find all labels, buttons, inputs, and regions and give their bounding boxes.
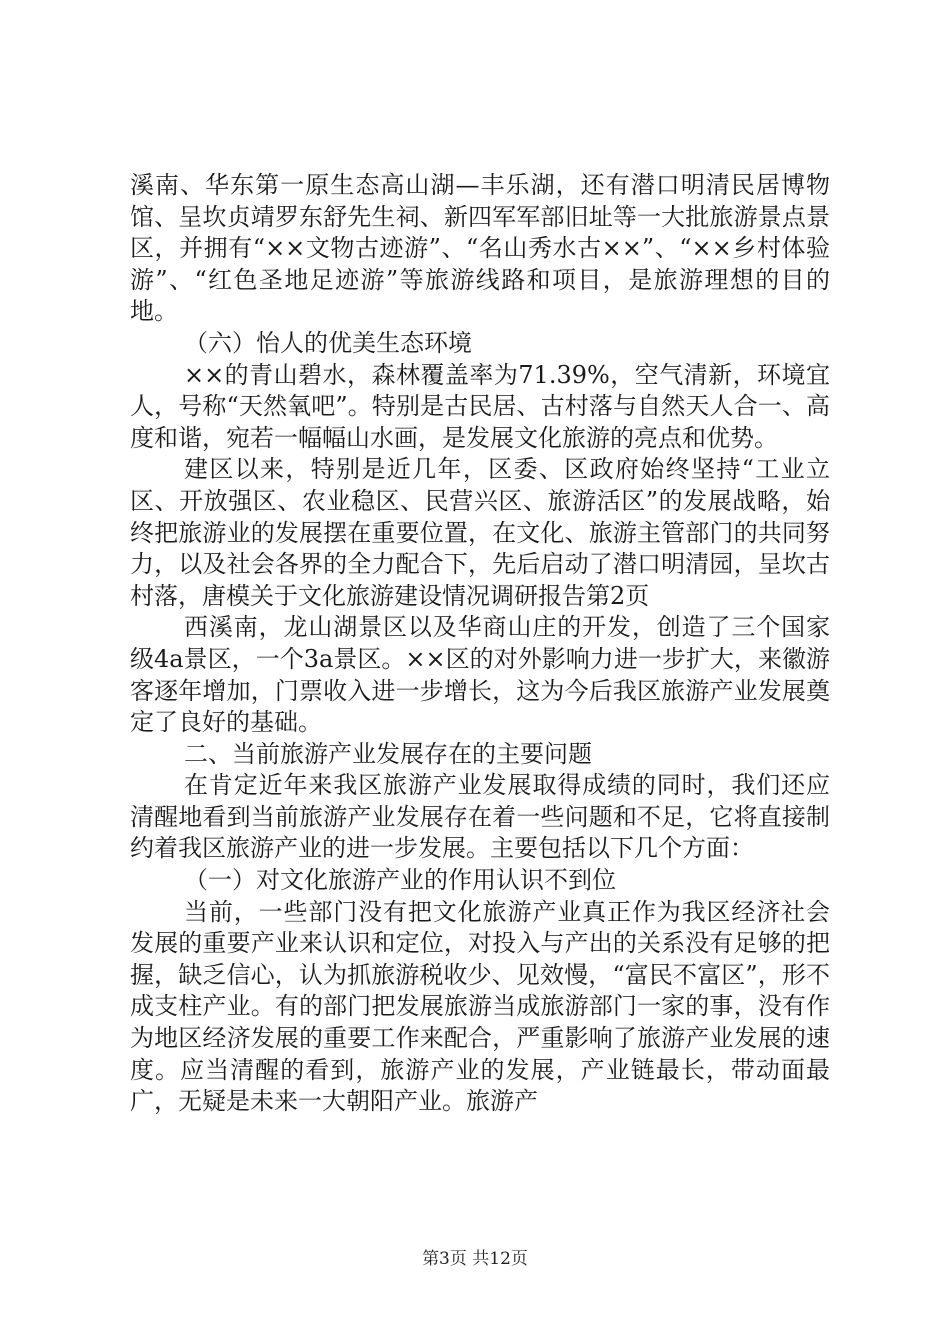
paragraph-problems-intro: 在肯定近年来我区旅游产业发展取得成绩的同时，我们还应清醒地看到当前旅游产业发展存在着一些问题和不足，它将直接制约着我区旅游产业的进一步发展。主要包括以下几个方面： — [130, 771, 830, 863]
paragraph-ecology: ××的青山碧水，森林覆盖率为71.39%，空气清新，环境宜人，号称“天然氧吧”。特别是古民居、古村落与自然天人合一、高度和谐，宛若一幅幅山水画，是发展文化旅游的亮点和优势。 — [130, 360, 830, 452]
section-heading-awareness: （一）对文化旅游产业的作用认识不到位 — [184, 866, 616, 895]
paragraph-attractions: 溪南、华东第一原生态高山湖—丰乐湖，还有潜口明清民居博物馆、呈坎贞靖罗东舒先生祠、新四军军部旧址等一大批旅游景点景区，并拥有“××文物古迹游”、“名山秀水古××”、“××乡村体验游”、“红色圣地足迹游”等旅游线路和项目，是旅游理想的目的地。 — [130, 171, 830, 326]
document-body — [130, 170, 830, 1118]
paragraph-awareness: 当前，一些部门没有把文化旅游产业真正作为我区经济社会发展的重要产业来认识和定位，对投入与产出的关系没有足够的把握，缺乏信心，认为抓旅游税收少、见效慢，“富民不富区”，形不成支柱产业。有的部门把发展旅游当成旅游部门一家的事，没有作为地区经济发展的重要工作来配合，严重影响了旅游产业发展的速度。应当清醒的看到，旅游产业的发展，产业链最长，带动面最广，无疑是未来一大朝阳产业。旅游产 — [130, 897, 830, 1116]
paragraph-scenic-areas: 西溪南，龙山湖景区以及华商山庄的开发，创造了三个国家级4a景区，一个3a景区。××区的对外影响力进一步扩大，来徽游客逐年增加，门票收入进一步增长，这为今后我区旅游产业发展奠定了良好的基础。 — [130, 613, 830, 737]
paragraph-development: 建区以来，特别是近几年，区委、区政府始终坚持“工业立区、开放强区、农业稳区、民营兴区、旅游活区”的发展战略，始终把旅游业的发展摆在重要位置，在文化、旅游主管部门的共同努力，以及社会各界的全力配合下，先后启动了潜口明清园，呈坎古村落，唐模关于文化旅游建设情况调研报告第2页 — [130, 455, 830, 610]
section-heading-ecology: （六）怡人的优美生态环境 — [184, 328, 472, 357]
page-footer: 第3页 共12页 — [422, 1249, 528, 1269]
section-heading-problems: 二、当前旅游产业发展存在的主要问题 — [184, 739, 592, 768]
